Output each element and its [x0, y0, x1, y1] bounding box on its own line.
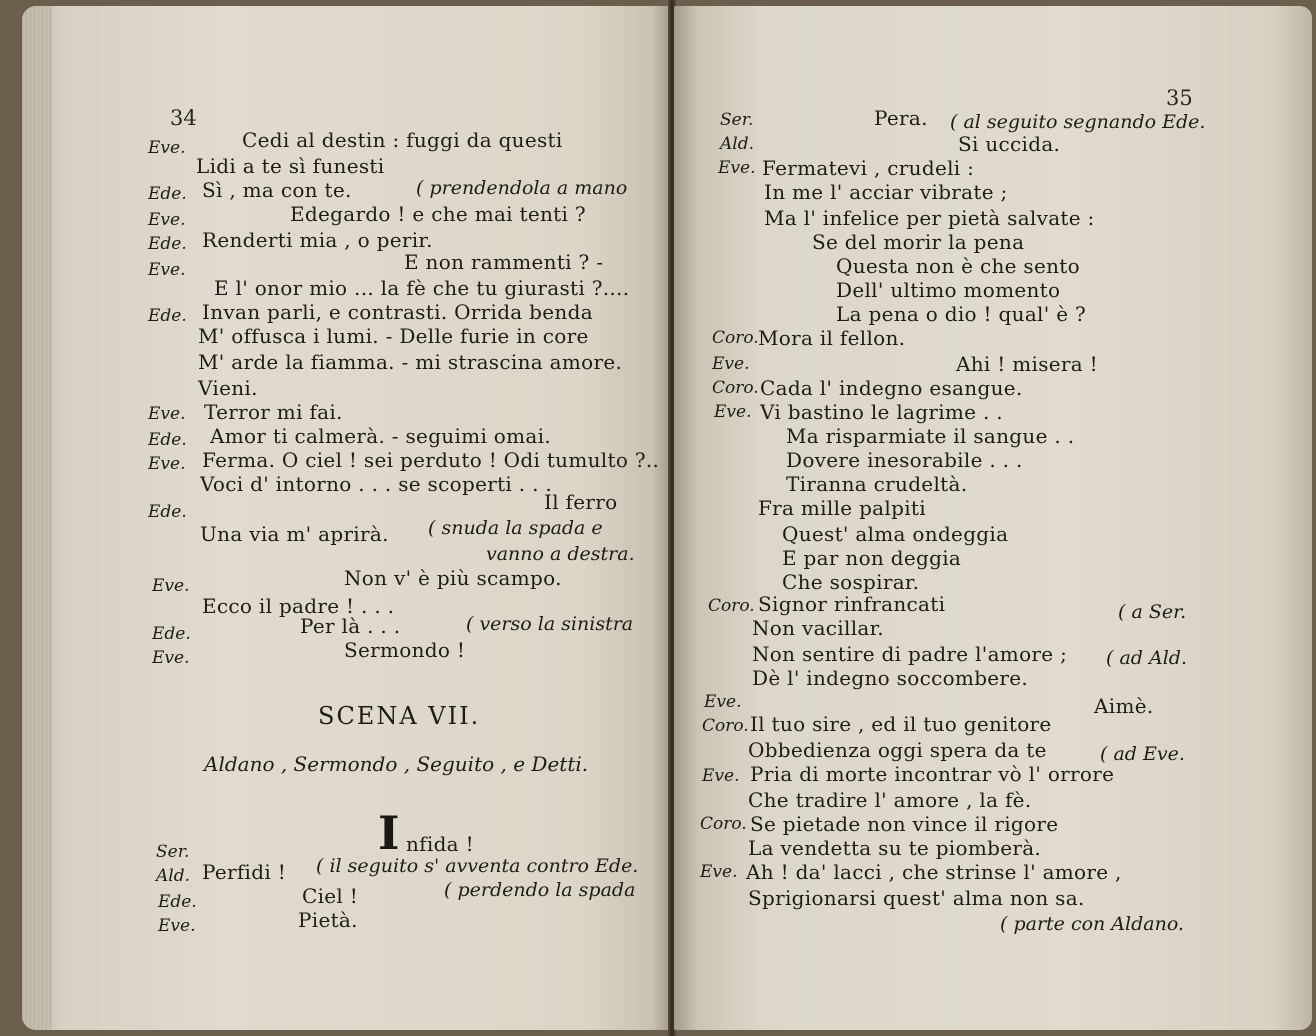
speaker-label: Ald.	[720, 134, 754, 154]
speaker-label: Eve.	[148, 454, 186, 474]
stage-direction: ( snuda la spada e	[428, 517, 603, 539]
verse-line: Pietà.	[298, 908, 358, 932]
verse-line: nfida !	[406, 832, 474, 856]
verse-line: Vi bastino le lagrime . .	[760, 400, 1003, 424]
speaker-label: Eve.	[148, 210, 186, 230]
verse-line: Amor ti calmerà. - seguimi omai.	[210, 424, 551, 448]
speaker-label: Eve.	[702, 766, 740, 786]
verse-line: Edegardo ! e che mai tenti ?	[290, 202, 586, 226]
stage-direction: ( ad Eve.	[1100, 743, 1185, 765]
speaker-label: Eve.	[152, 648, 190, 668]
page-number-left: 34	[170, 106, 197, 130]
verse-line: Voci d' intorno . . . se scoperti . . .	[200, 472, 553, 496]
verse-line: Non sentire di padre l'amore ;	[752, 642, 1068, 666]
verse-line: Ma risparmiate il sangue . .	[786, 424, 1075, 448]
stage-direction: ( il seguito s' avventa contro Ede.	[316, 855, 639, 877]
verse-line: Che sospirar.	[782, 570, 920, 594]
verse-line: Per là . . .	[300, 614, 401, 638]
speaker-label: Ald.	[156, 866, 190, 886]
verse-line: Cada l' indegno esangue.	[760, 376, 1023, 400]
verse-line: Quest' alma ondeggia	[782, 522, 1009, 546]
verse-line: Ah ! da' lacci , che strinse l' amore ,	[746, 860, 1122, 884]
speaker-label: Eve.	[700, 862, 738, 882]
right-page	[674, 6, 1312, 1030]
verse-line: In me l' acciar vibrate ;	[764, 180, 1008, 204]
verse-line: Questa non è che sento	[836, 254, 1080, 278]
verse-line: Dè l' indegno soccombere.	[752, 666, 1029, 690]
speaker-label: Ser.	[720, 110, 754, 130]
verse-line: Il tuo sire , ed il tuo genitore	[750, 712, 1052, 736]
verse-line: Sprigionarsi quest' alma non sa.	[748, 886, 1085, 910]
speaker-label: Ede.	[158, 892, 197, 912]
page-edge	[22, 6, 52, 1030]
speaker-label: Coro.	[702, 716, 749, 736]
verse-line: Fra mille palpiti	[758, 496, 926, 520]
speaker-label: Eve.	[718, 158, 756, 178]
verse-line: Dovere inesorabile . . .	[786, 448, 1023, 472]
speaker-label: Eve.	[158, 916, 196, 936]
page-number-right: 35	[1166, 86, 1193, 110]
speaker-label: Eve.	[148, 404, 186, 424]
verse-line: Fermatevi , crudeli :	[762, 156, 975, 180]
scene-characters: Aldano , Sermondo , Seguito , e Detti.	[204, 752, 589, 776]
stage-direction: vanno a destra.	[486, 543, 635, 565]
verse-line: Non v' è più scampo.	[344, 566, 562, 590]
stage-direction: ( parte con Aldano.	[1000, 913, 1184, 935]
stage-direction: ( perdendo la spada	[444, 879, 636, 901]
verse-line: Ferma. O ciel ! sei perduto ! Odi tumulto ?..	[202, 448, 660, 472]
verse-line: Obbedienza oggi spera da te	[748, 738, 1047, 762]
stage-direction: ( prendendola a mano	[416, 177, 628, 199]
stage-direction: ( al seguito segnando Ede.	[950, 111, 1206, 133]
verse-line: E l' onor mio ... la fè che tu giurasti ?....	[214, 276, 630, 300]
verse-line: Pera.	[874, 106, 928, 130]
verse-line: Invan parli, e contrasti. Orrida benda	[202, 300, 593, 324]
speaker-label: Coro.	[700, 814, 747, 834]
speaker-label: Eve.	[704, 692, 742, 712]
verse-line: E non rammenti ? -	[404, 250, 604, 274]
verse-line: E par non deggia	[782, 546, 962, 570]
verse-line: Ecco il padre ! . . .	[202, 594, 395, 618]
stage-direction: ( a Ser.	[1118, 601, 1187, 623]
verse-line: Pria di morte incontrar vò l' orrore	[750, 762, 1115, 786]
verse-line: Ciel !	[302, 884, 359, 908]
verse-line: Vieni.	[198, 376, 258, 400]
speaker-label: Eve.	[712, 354, 750, 374]
speaker-label: Ede.	[148, 184, 187, 204]
verse-line: Aimè.	[1094, 694, 1154, 718]
verse-line: Renderti mia , o perir.	[202, 228, 433, 252]
verse-line: M' arde la fiamma. - mi strascina amore.	[198, 350, 623, 374]
verse-line: Il ferro	[544, 490, 618, 514]
speaker-label: Coro.	[712, 378, 759, 398]
speaker-label: Ede.	[148, 306, 187, 326]
speaker-label: Eve.	[152, 576, 190, 596]
verse-line: Cedi al destin : fuggi da questi	[242, 128, 563, 152]
verse-line: Se del morir la pena	[812, 230, 1025, 254]
verse-line: Lidi a te sì funesti	[196, 154, 385, 178]
verse-line: Se pietade non vince il rigore	[750, 812, 1059, 836]
verse-line: Si uccida.	[958, 132, 1061, 156]
verse-line: Dell' ultimo momento	[836, 278, 1061, 302]
speaker-label: Ede.	[148, 234, 187, 254]
verse-line: Terror mi fai.	[204, 400, 343, 424]
verse-line: Ahi ! misera !	[956, 352, 1099, 376]
verse-line: Ma l' infelice per pietà salvate :	[764, 206, 1095, 230]
speaker-label: Coro.	[712, 328, 759, 348]
stage-direction: ( verso la sinistra	[466, 613, 634, 635]
verse-line: Tiranna crudeltà.	[786, 472, 968, 496]
speaker-label: Ede.	[148, 430, 187, 450]
verse-line: Sermondo !	[344, 638, 466, 662]
verse-line: Mora il fellon.	[758, 326, 906, 350]
verse-line: Signor rinfrancati	[758, 592, 946, 616]
speaker-label: Eve.	[714, 402, 752, 422]
verse-line: Che tradire l' amore , la fè.	[748, 788, 1032, 812]
verse-line: La vendetta su te piomberà.	[748, 836, 1042, 860]
speaker-label: Eve.	[148, 138, 186, 158]
verse-line: Una via m' aprirà.	[200, 522, 389, 546]
speaker-label: Ede.	[148, 502, 187, 522]
verse-line: M' offusca i lumi. - Delle furie in core	[198, 324, 589, 348]
verse-line: Sì , ma con te.	[202, 178, 352, 202]
speaker-label: Coro.	[708, 596, 755, 616]
verse-line: Perfidi !	[202, 860, 287, 884]
stage-direction: ( ad Ald.	[1106, 647, 1187, 669]
drop-cap: I	[378, 806, 400, 860]
speaker-label: Ede.	[152, 624, 191, 644]
speaker-label: Eve.	[148, 260, 186, 280]
verse-line: Non vacillar.	[752, 616, 884, 640]
scene-title: SCENA VII.	[318, 702, 481, 730]
verse-line: La pena o dio ! qual' è ?	[836, 302, 1087, 326]
speaker-label: Ser.	[156, 842, 190, 862]
left-page	[22, 6, 670, 1030]
